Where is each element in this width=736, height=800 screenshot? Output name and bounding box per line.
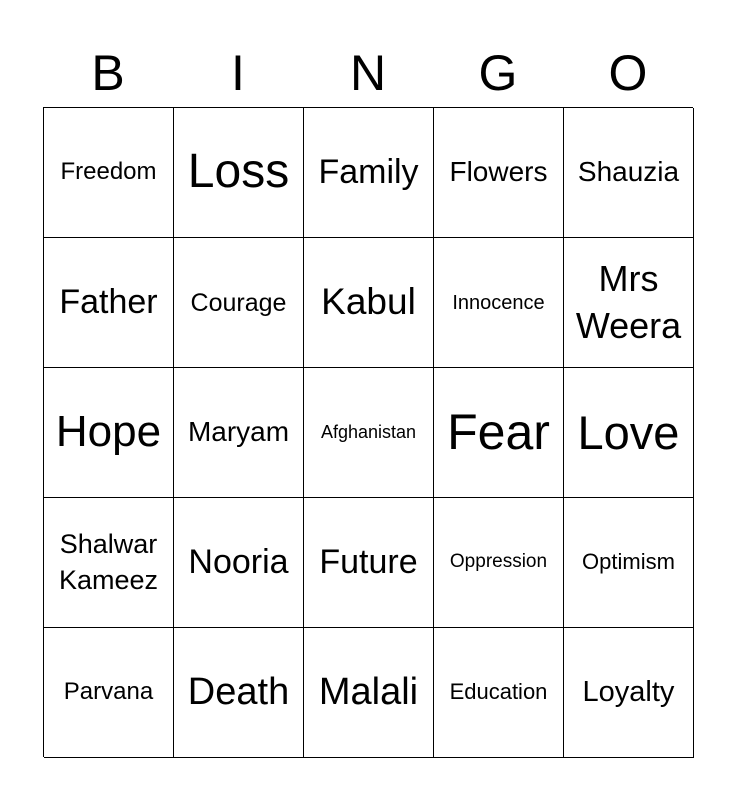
cell-label: Innocence [452,291,545,314]
cell-label: Courage [190,288,287,317]
bingo-cell[interactable] [434,628,564,758]
cell-label: Flowers [449,156,548,188]
cell-label: Hope [55,407,162,457]
header-letter-o: O [608,45,648,101]
bingo-cell[interactable] [304,238,434,368]
bingo-cell[interactable] [174,238,304,368]
bingo-cell[interactable] [44,108,174,238]
bingo-cell[interactable] [174,368,304,498]
cell-label: Shalwar Kameez [58,529,159,595]
bingo-cell[interactable] [564,108,694,238]
bingo-cell[interactable] [44,498,174,628]
cell-label: Optimism [582,549,675,575]
bingo-cell[interactable] [304,108,434,238]
cell-label: Parvana [63,678,154,706]
cell-label: Mrs Weera [575,257,682,346]
bingo-cell[interactable] [304,498,434,628]
header-letter-b: B [91,45,125,101]
cell-label: Fear [447,404,550,461]
bingo-cell[interactable] [564,368,694,498]
cell-label: Oppression [449,551,548,573]
bingo-cell[interactable] [564,498,694,628]
bingo-cell[interactable] [564,628,694,758]
cell-label: Father [59,282,158,321]
cell-label: Education [449,679,548,705]
cell-label: Nooria [188,542,289,581]
bingo-cell[interactable] [174,498,304,628]
bingo-cell[interactable] [434,108,564,238]
cell-label: Freedom [60,158,157,186]
cell-label: Loyalty [582,675,675,708]
bingo-cell[interactable] [44,368,174,498]
cell-label: Maryam [187,416,290,448]
bingo-cell[interactable] [304,628,434,758]
cell-label: Love [577,405,680,459]
bingo-board [43,107,693,757]
cell-label: Shauzia [577,156,680,188]
bingo-cell[interactable] [174,108,304,238]
header-letter-n: N [349,45,387,101]
bingo-cell[interactable] [44,628,174,758]
header-letter-i: I [231,45,245,101]
bingo-cell[interactable] [304,368,434,498]
cell-label: Family [318,152,419,191]
cell-label: Malali [318,670,419,713]
bingo-cell[interactable] [434,238,564,368]
cell-label: Death [187,670,290,713]
cell-label: Future [319,542,418,581]
cell-label: Loss [187,145,290,199]
bingo-cell[interactable] [434,498,564,628]
bingo-cell[interactable] [434,368,564,498]
bingo-header [43,38,693,108]
bingo-cell[interactable] [44,238,174,368]
cell-label: Kabul [321,281,416,323]
bingo-cell[interactable] [174,628,304,758]
header-letter-g: G [478,45,518,101]
bingo-cell[interactable] [564,238,694,368]
cell-label: Afghanistan [320,421,417,442]
